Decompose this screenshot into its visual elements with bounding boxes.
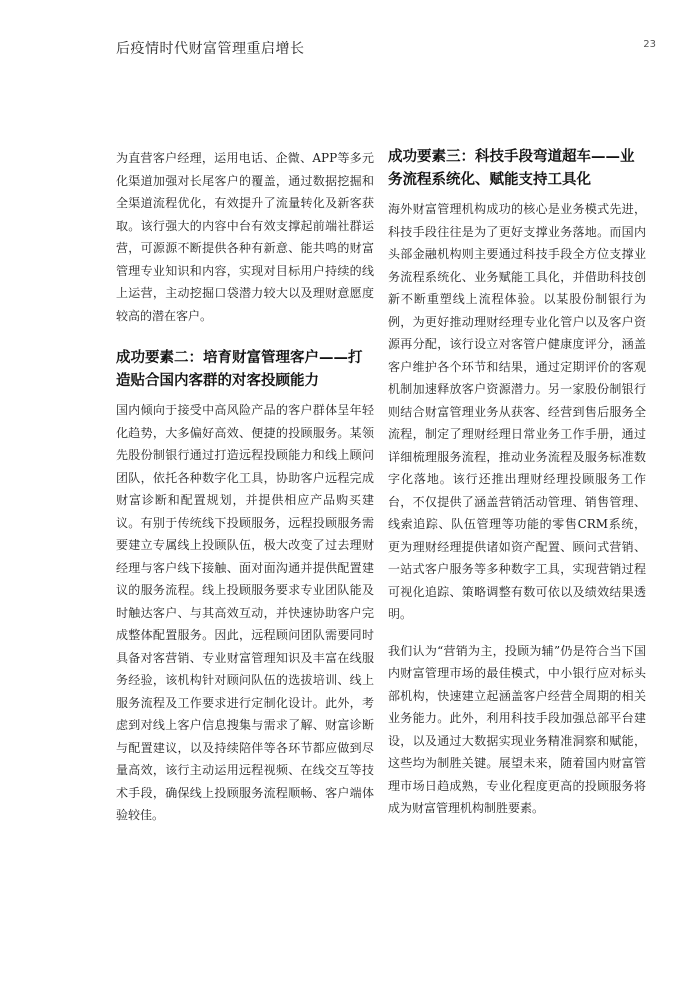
left-column [116, 147, 374, 827]
page-header [116, 38, 656, 62]
running-header-title: 后疫情时代财富管理重启增长 [116, 41, 305, 57]
factor-two-body-paragraph: 国内倾向于接受中高风险产品的客户群体呈年轻化趋势，大多偏好高效、便捷的投顾服务。某领先股份制银行通过打造远程投顾能力和线上顾问团队，依托各种数字化工具，协助客户远程完成财富诊断和配置规划，并提供相应产品购买建议。有别于传统线下投顾服务，远程投顾服务需要建立专属线上投顾队伍，极大改变了过去理财经理与客户线下接触、面对面沟通并提供配置建议的服务流程。线上投顾服务要求专业团队能及时触达客户、与其高效互动，并快速协助客户完成整体配置服务。因此，远程顾问团队需要同时具备对客营销、专业财富管理知识及丰富在线服务经验，该机构针对顾问队伍的选拔培训、线上服务流程及工作要求进行定制化设计。此外，考虑到对线上客户信息搜集与需求了解、财富诊断与配置建议，以及持续陪伴等各环节都应做到尽量高效，该行主动运用远程视频、在线交互等技术手段，确保线上投顾服务流程顺畅、客户端体验较佳。 [116, 403, 374, 822]
intro-paragraph: 为直营客户经理，运用电话、企微、APP等多元化渠道加强对长尾客户的覆盖，通过数据挖掘和全渠道流程优化，有效提升了流量转化及新客获取。该行强大的内容中台有效支撑起前端社群运营，可源源不断提供各种有新意、能共鸣的财富管理专业知识和内容，实现对目标用户持续的线上运营，主动挖掘口袋潜力较大以及理财意愿度较高的潜在客户。 [116, 151, 374, 323]
section-heading-factor-three: 成功要素三：科技手段弯道超车——业务流程系统化、赋能支持工具化 [388, 149, 635, 188]
page-number: 23 [643, 39, 656, 50]
conclusion-paragraph: 我们认为“营销为主，投顾为辅”仍是符合当下国内财富管理市场的最佳模式，中小银行应对标头部机构，快速建立起涵盖客户经营全周期的相关业务能力。此外，利用科技手段加强总部平台建设，以及通过大数据实现业务精准洞察和赋能，这些均为制胜关键。展望未来，随着国内财富管理市场日趋成熟，专业化程度更高的投顾服务将成为财富管理机构制胜要素。 [388, 643, 646, 815]
section-heading-factor-two: 成功要素二：培育财富管理客户——打造贴合国内客群的对客投顾能力 [116, 350, 363, 389]
factor-three-body-paragraph: 海外财富管理机构成功的核心是业务模式先进，科技手段往往是为了更好支撑业务落地。而国内头部金融机构则主要通过科技手段全方位支撑业务流程系统化、业务赋能工具化，并借助科技创新不断重塑线上流程体验。以某股份制银行为例，为更好推动理财经理专业化管户以及客户资源再分配，该行设立对客管户健康度评分，涵盖客户维护各个环节和结果，通过定期评价的客观机制加速释放客户资源潜力。另一家股份制银行则结合财富管理业务从获客、经营到售后服务全流程，制定了理财经理日常业务工作手册，通过详细梳理服务流程，推动业务流程及服务标准数字化落地。该行还推出理财经理投顾服务工作台，不仅提供了涵盖营销活动管理、销售管理、线索追踪、队伍管理等功能的零售CRM系统，更为理财经理提供诸如资产配置、顾问式营销、一站式客户服务等多种数字工具，实现营销过程可视化追踪、策略调整有数可依以及绩效结果透明。 [388, 202, 646, 621]
right-column [388, 146, 646, 820]
